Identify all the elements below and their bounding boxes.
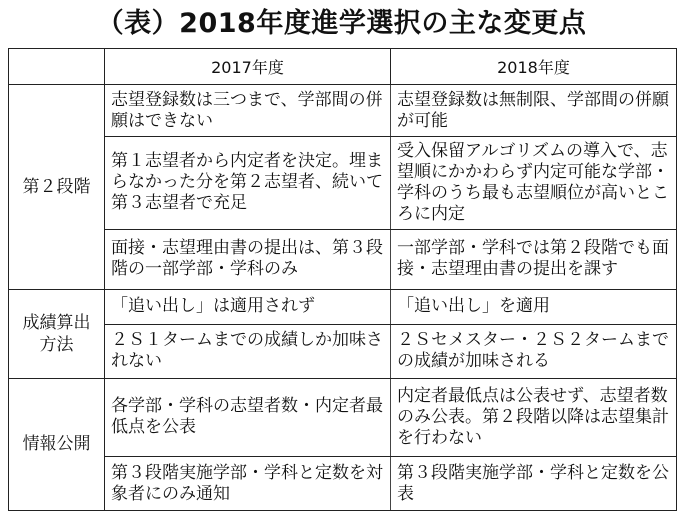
cell-2018: 内定者最低点は公表せず、志望者数のみ公表。第２段階以降は志望集計を行わない <box>391 378 677 457</box>
cell-2018: 第３段階実施学部・学科と定数を公表 <box>391 457 677 511</box>
column-header-2017: 2017年度 <box>105 49 391 85</box>
section-label-grade-method <box>9 289 105 378</box>
table-row <box>9 324 677 378</box>
cell-2018: 「追い出し」を適用 <box>391 289 677 324</box>
cell-2018: 一部学部・学科では第２段階でも面接・志望理由書の提出を課す <box>391 229 677 289</box>
column-header-2018: 2018年度 <box>391 49 677 85</box>
cell-2018: 受入保留アルゴリズムの導入で、志望順にかかわらず内定可能な学部・学科のうち最も志望順位が高いところに内定 <box>391 136 677 229</box>
table-row <box>9 229 677 289</box>
comparison-table <box>8 48 677 511</box>
cell-2018: 志望登録数は無制限、学部間の併願が可能 <box>391 85 677 137</box>
section-label-text: 成績算出方法 <box>22 312 91 355</box>
cell-2017: 志望登録数は三つまで、学部間の併願はできない <box>105 85 391 137</box>
cell-2018: ２Ｓセメスター・２Ｓ２タームまでの成績が加味される <box>391 324 677 378</box>
section-label-stage2: 第２段階 <box>9 85 105 290</box>
header-row <box>9 49 677 85</box>
table-row <box>9 136 677 229</box>
section-label-disclosure: 情報公開 <box>9 378 105 510</box>
corner-cell <box>9 49 105 85</box>
cell-2017: 第３段階実施学部・学科と定数を対象者にのみ通知 <box>105 457 391 511</box>
table-title: （表）2018年度進学選択の主な変更点 <box>96 8 587 39</box>
table-row <box>9 378 677 457</box>
table-row <box>9 457 677 511</box>
cell-2017: 「追い出し」は適用されず <box>105 289 391 324</box>
cell-2017: ２Ｓ１タームまでの成績しか加味されない <box>105 324 391 378</box>
cell-2017: 各学部・学科の志望者数・内定者最低点を公表 <box>105 378 391 457</box>
table-row <box>9 85 677 137</box>
cell-2017: 第１志望者から内定者を決定。埋まらなかった分を第２志望者、続いて第３志望者で充足 <box>105 136 391 229</box>
table-row <box>9 289 677 324</box>
cell-2017: 面接・志望理由書の提出は、第３段階の一部学部・学科のみ <box>105 229 391 289</box>
